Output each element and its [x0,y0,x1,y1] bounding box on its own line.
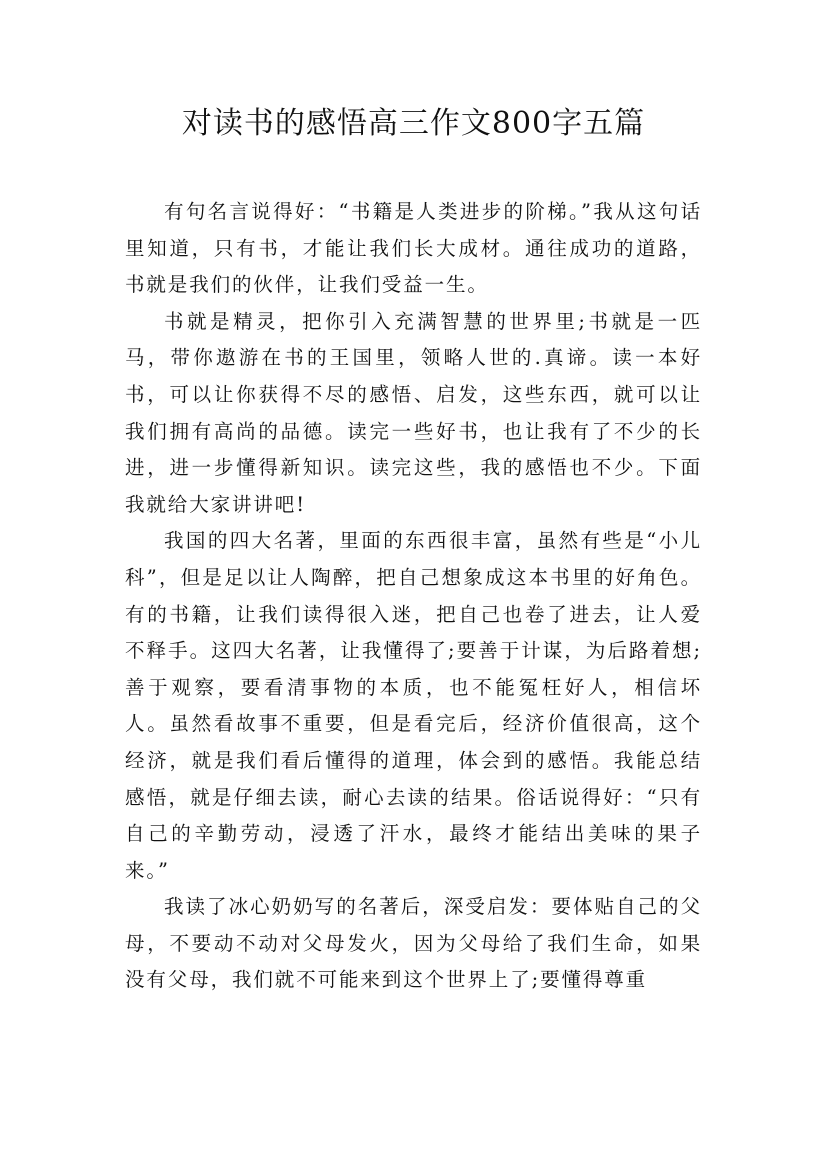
paragraph-2: 书就是精灵，把你引入充满智慧的世界里;书就是一匹马，带你遨游在书的王国里，领略人世的.真谛。读一本好书，可以让你获得不尽的感悟、启发，这些东西，就可以让我们拥有高尚的品德。读完一些好书，也让我有了不少的长进，进一步懂得新知识。读完这些，我的感悟也不少。下面我就给大家讲讲吧! [125,309,702,516]
paragraph-1: 有句名言说得好：“书籍是人类进步的阶梯。”我从这句话里知道，只有书，才能让我们长大成材。通往成功的道路，书就是我们的伙伴，让我们受益一生。 [125,200,702,297]
document-title: 对读书的感悟高三作文800字五篇 [181,106,646,141]
paragraph-3: 我国的四大名著，里面的东西很丰富，虽然有些是“小儿科”，但是足以让人陶醉，把自己想象成这本书里的好角色。有的书籍，让我们读得很入迷，把自己也卷了进去，让人爱不释手。这四大名著，让我懂得了;要善于计谋，为后路着想;善于观察，要看清事物的本质，也不能冤枉好人，相信坏人。虽然看故事不重要，但是看完后，经济价值很高，这个经济，就是我们看后懂得的道理，体会到的感悟。我能总结感悟，就是仔细去读，耐心去读的结果。俗话说得好：“只有自己的辛勤劳动，浸透了汗水，最终才能结出美味的果子来。” [125,529,702,882]
document-body [125,194,702,999]
paragraph-4: 我读了冰心奶奶写的名著后，深受启发：要体贴自己的父母，不要动不动对父母发火，因为父母给了我们生命，如果没有父母，我们就不可能来到这个世界上了;要懂得尊重 [125,895,702,992]
